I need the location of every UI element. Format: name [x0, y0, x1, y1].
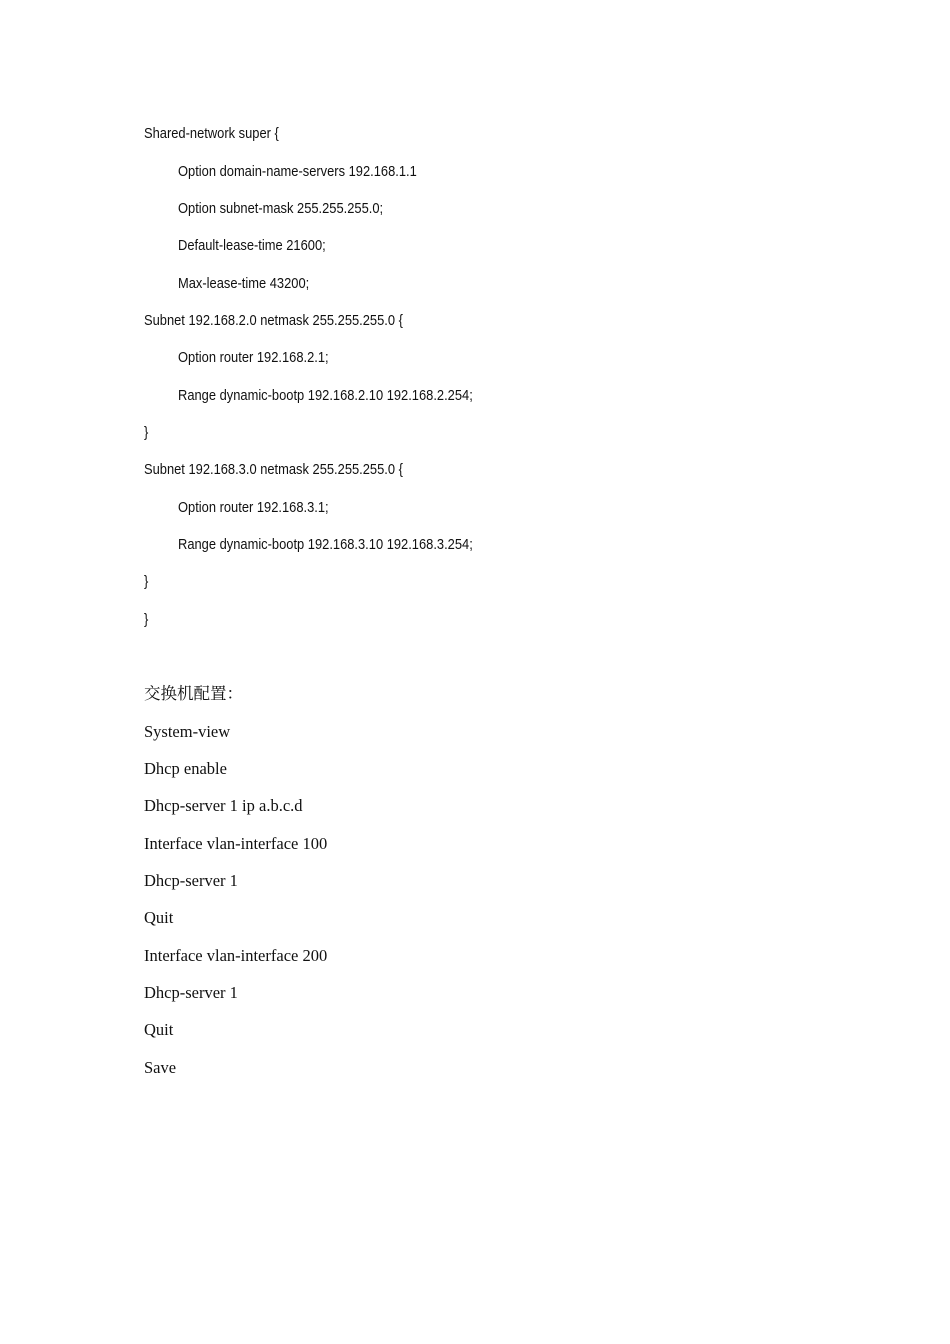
config-line: Range dynamic-bootp 192.168.2.10 192.168.2.254;	[178, 387, 473, 404]
config-line: Max-lease-time 43200;	[178, 275, 310, 292]
switch-command-line: Interface vlan-interface 100	[144, 834, 328, 853]
config-line: Shared-network super {	[144, 125, 279, 142]
switch-command-line: Dhcp-server 1 ip a.b.c.d	[144, 796, 303, 815]
config-line: Option router 192.168.3.1;	[178, 499, 329, 516]
switch-command-line: Dhcp enable	[144, 759, 227, 778]
config-line: }	[144, 611, 149, 628]
config-line: Option subnet-mask 255.255.255.0;	[178, 200, 384, 217]
switch-command-line: Dhcp-server 1	[144, 983, 238, 1002]
config-line: Default-lease-time 21600;	[178, 237, 326, 254]
config-line: Range dynamic-bootp 192.168.3.10 192.168.3.254;	[178, 536, 473, 553]
switch-command-line: Dhcp-server 1	[144, 871, 238, 890]
config-line: Option domain-name-servers 192.168.1.1	[178, 163, 417, 180]
switch-command-line: Interface vlan-interface 200	[144, 946, 328, 965]
config-line: }	[144, 573, 149, 590]
switch-command-line: System-view	[144, 722, 231, 741]
switch-command-line: Save	[144, 1058, 177, 1077]
switch-command-line: Quit	[144, 1020, 174, 1039]
config-line: }	[144, 424, 149, 441]
switch-config-heading: 交换机配置：	[144, 684, 243, 703]
config-line: Subnet 192.168.3.0 netmask 255.255.255.0 {	[144, 461, 403, 478]
config-line: Subnet 192.168.2.0 netmask 255.255.255.0 {	[144, 312, 403, 329]
config-line: Option router 192.168.2.1;	[178, 349, 329, 366]
switch-command-line: Quit	[144, 908, 174, 927]
